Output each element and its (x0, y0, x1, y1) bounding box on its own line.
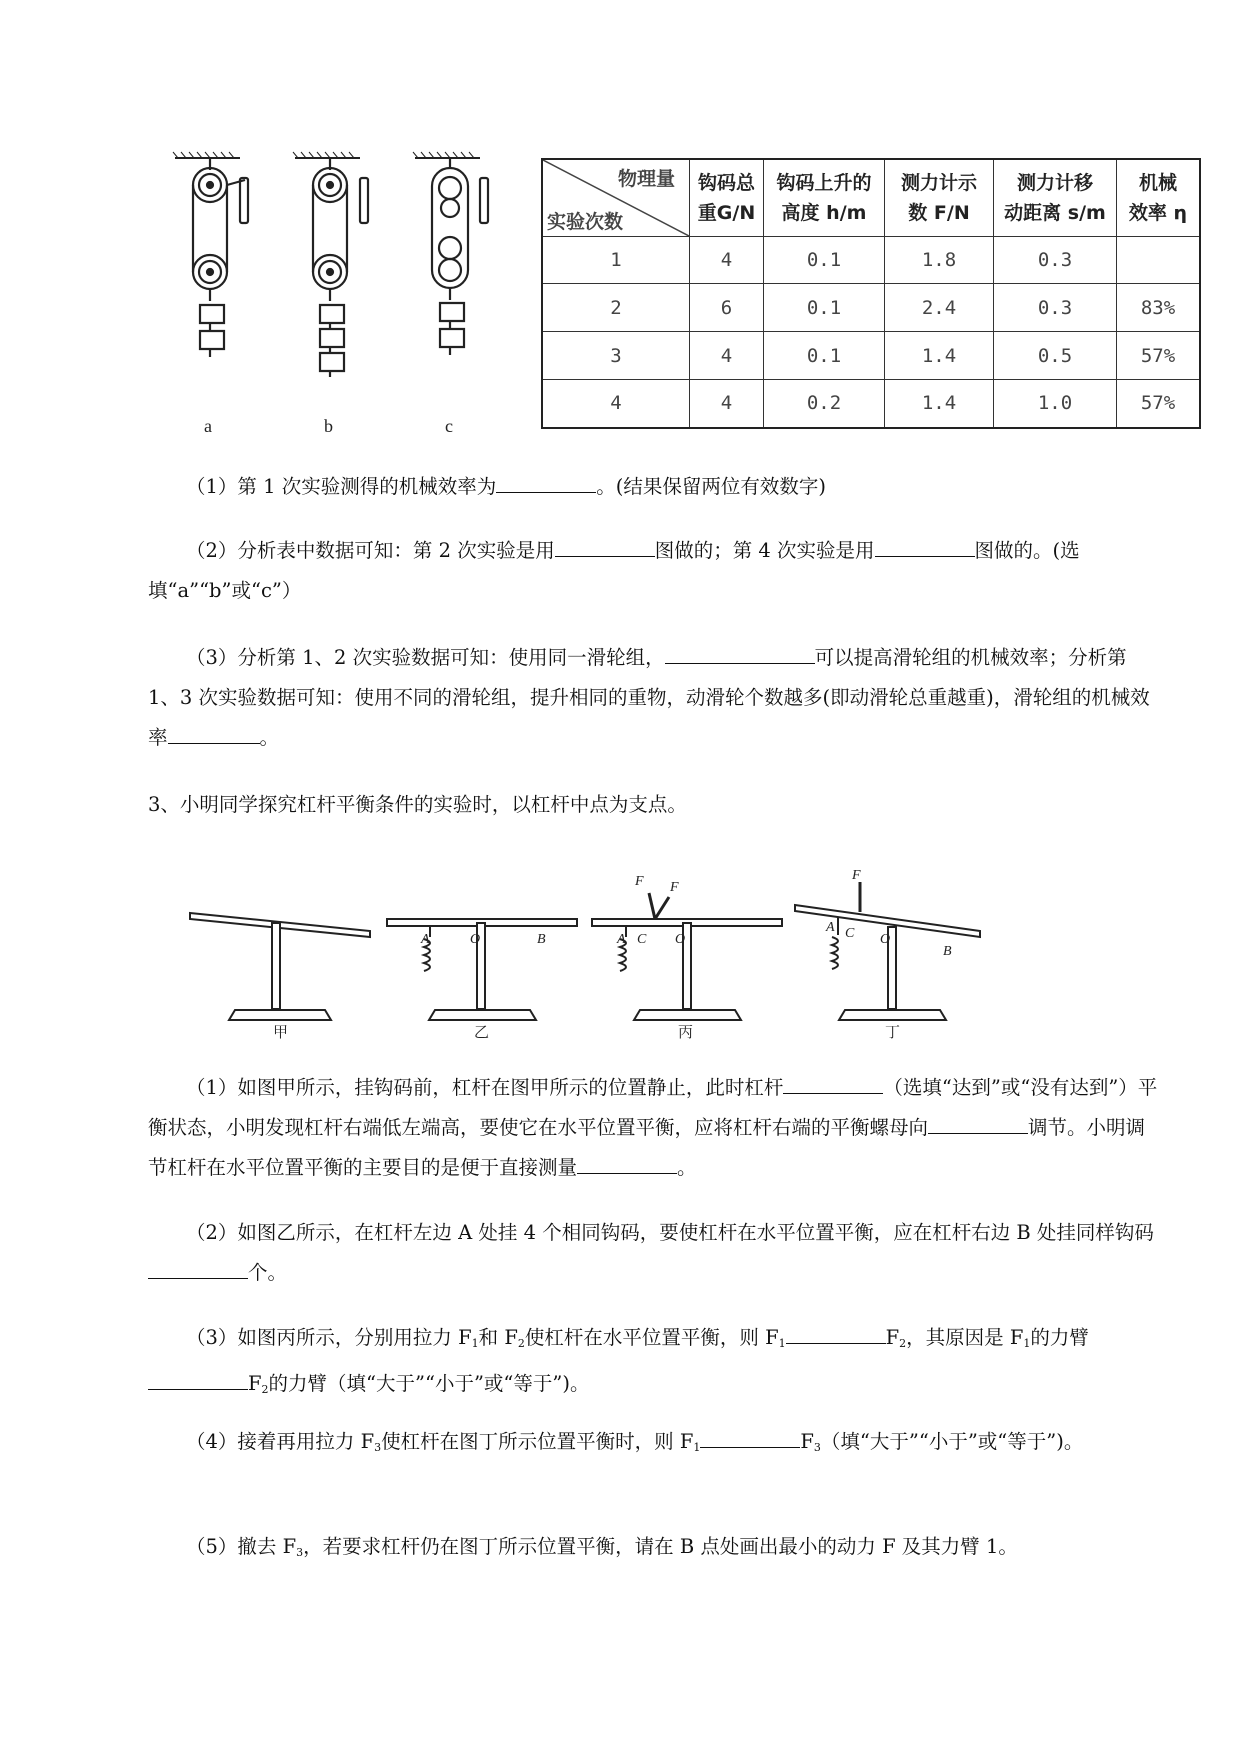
label-O: O (470, 932, 481, 947)
answer-blank[interactable] (555, 536, 655, 557)
answer-blank[interactable] (665, 643, 815, 664)
header-distance: 测力计移 动距离 s/m (994, 159, 1117, 237)
header-weight: 钩码总 重G/N (690, 159, 764, 237)
header-height: 钩码上升的 高度 h/m (764, 159, 885, 237)
answer-blank[interactable] (875, 536, 975, 557)
q2-part1: （1）第 1 次实验测得的机械效率为 。(结果保留两位有效数字) (148, 467, 1158, 507)
answer-blank[interactable] (148, 1258, 248, 1279)
pulley-label-b: b (324, 416, 333, 436)
label-B: B (537, 932, 546, 947)
q3-part4: （4）接着再用拉力 $F_3$使杠杆在图丁所示位置平衡时，则 $F_1$ $F_3$（填“大于”“小于”或“等于”)。 (148, 1422, 1158, 1468)
answer-blank[interactable] (786, 1323, 886, 1344)
lever-label-jia: 甲 (273, 1023, 289, 1040)
lever-figure (180, 865, 990, 1040)
label-F2: F (670, 880, 679, 895)
label-C: C (637, 932, 647, 947)
table-row: 1 4 0.1 1.8 0.3 (542, 237, 1200, 284)
label-B: B (943, 944, 952, 959)
label-O: O (675, 932, 686, 947)
q3-part3: （3）如图丙所示，分别用拉力 $F_1$和 $F_2$使杠杆在水平位置平衡，则 $F_1$ $F_2$，其原因是 $F_1$的力臂$F_2$的力臂（填“大于”“小于”或“等于”)。 (148, 1318, 1158, 1410)
answer-blank[interactable] (783, 1073, 883, 1094)
corner-bottom-label: 实验次数 (547, 211, 624, 233)
q3-part5: （5）撤去 $F_3$，若要求杠杆仍在图丁所示位置平衡，请在 B 点处画出最小的动力 F 及其力臂 1。 (186, 1535, 1018, 1559)
label-O: O (880, 932, 891, 947)
lever-label-ding: 丁 (885, 1023, 901, 1040)
pulley-figure (170, 150, 515, 440)
experiment-table (541, 158, 1201, 429)
answer-blank[interactable] (168, 723, 260, 744)
q3-intro: 3、小明同学探究杠杆平衡条件的实验时，以杠杆中点为支点。 (148, 793, 687, 816)
header-efficiency: 机械 效率 η (1117, 159, 1201, 237)
label-A: A (826, 920, 835, 935)
table-row: 4 4 0.2 1.4 1.0 57% (542, 380, 1200, 428)
answer-blank[interactable] (496, 472, 596, 493)
label-F3: F (852, 868, 861, 883)
answer-blank[interactable] (928, 1113, 1028, 1134)
pulley-label-a: a (204, 416, 212, 436)
q3-part2: （2）如图乙所示，在杠杆左边 A 处挂 4 个相同钩码，要使杠杆在水平位置平衡，应在杠杆右边 B 处挂同样钩码个。 (148, 1213, 1158, 1293)
q2-part3: （3）分析第 1、2 次实验数据可知：使用同一滑轮组， 可以提高滑轮组的机械效率；分析第 1、3 次实验数据可知：使用不同的滑轮组，提升相同的重物，动滑轮个数越多(即动滑轮总重越重)，滑轮组的机械效率 。 (148, 638, 1158, 758)
pulley-label-c: c (445, 416, 453, 436)
answer-blank[interactable] (577, 1153, 677, 1174)
lever-label-bing: 丙 (678, 1023, 694, 1040)
label-F1: F (635, 874, 644, 889)
label-A: A (421, 932, 430, 947)
lever-label-yi: 乙 (474, 1023, 490, 1040)
header-force: 测力计示 数 F/N (885, 159, 994, 237)
answer-blank[interactable] (148, 1369, 248, 1390)
table-corner-cell (542, 159, 690, 237)
q2-part2: （2）分析表中数据可知：第 2 次实验是用 图做的；第 4 次实验是用 图做的。(选填“a”“b”或“c”） (148, 531, 1158, 611)
table-row: 2 6 0.1 2.4 0.3 83% (542, 284, 1200, 332)
table-row: 3 4 0.1 1.4 0.5 57% (542, 332, 1200, 380)
answer-blank[interactable] (700, 1427, 800, 1448)
label-A: A (617, 932, 626, 947)
corner-top-label: 物理量 (617, 168, 675, 190)
table-header-row (542, 159, 1200, 237)
q3-part1: （1）如图甲所示，挂钩码前，杠杆在图甲所示的位置静止，此时杠杆 （选填“达到”或“没有达到”）平衡状态，小明发现杠杆右端低左端高，要使它在水平位置平衡，应将杠杆右端的平衡螺母向 调节。小明调节杠杆在水平位置平衡的主要目的是便于直接测量 。 (148, 1068, 1158, 1188)
label-C: C (845, 926, 855, 941)
